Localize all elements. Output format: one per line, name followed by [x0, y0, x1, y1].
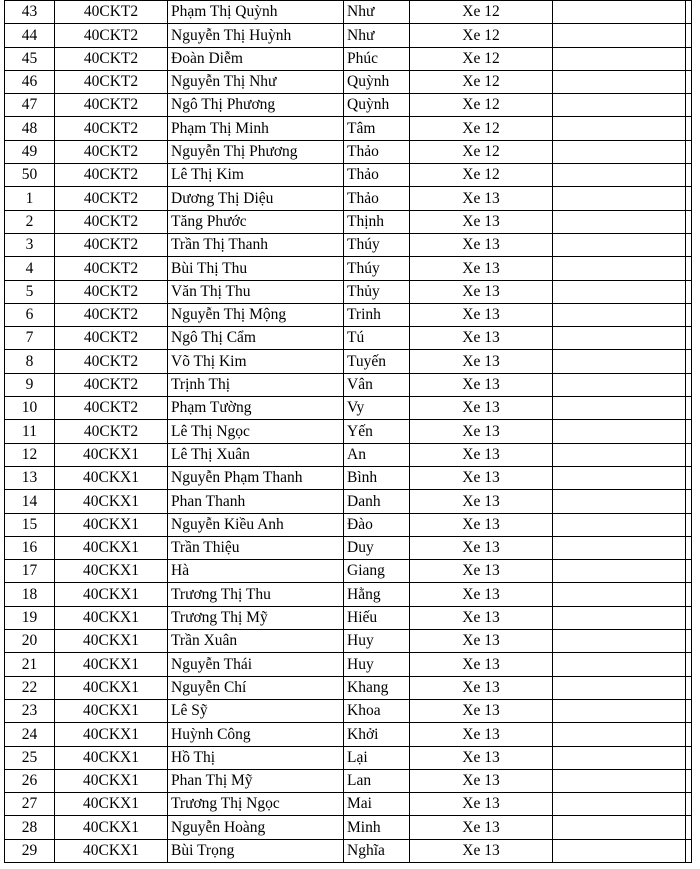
- edge-cell: [686, 513, 692, 536]
- bus-cell: Xe 13: [410, 350, 553, 373]
- table-row: [5, 816, 692, 839]
- bus-cell: Xe 13: [410, 327, 553, 350]
- edge-cell: [686, 140, 692, 163]
- table-row: [5, 327, 692, 350]
- class-code-cell: 40CKT2: [55, 210, 168, 233]
- class-code-cell: 40CKT2: [55, 117, 168, 140]
- stt-cell: 21: [5, 653, 55, 676]
- surname-cell: Văn Thị Thu: [168, 280, 344, 303]
- bus-cell: Xe 13: [410, 606, 553, 629]
- surname-cell: Bùi Trọng: [168, 839, 344, 862]
- given-name-cell: Hằng: [344, 583, 410, 606]
- table-row: [5, 606, 692, 629]
- table-row: [5, 233, 692, 256]
- given-name-cell: Thảo: [344, 164, 410, 187]
- class-code-cell: 40CKT2: [55, 397, 168, 420]
- given-name-cell: Thảo: [344, 187, 410, 210]
- given-name-cell: Khang: [344, 676, 410, 699]
- surname-cell: Phan Thị Mỹ: [168, 769, 344, 792]
- stt-cell: 43: [5, 1, 55, 24]
- surname-cell: Nguyễn Thị Phương: [168, 140, 344, 163]
- given-name-cell: Thúy: [344, 233, 410, 256]
- edge-cell: [686, 94, 692, 117]
- edge-cell: [686, 210, 692, 233]
- note-cell: [553, 303, 686, 326]
- edge-cell: [686, 70, 692, 93]
- table-row: [5, 536, 692, 559]
- given-name-cell: Như: [344, 24, 410, 47]
- surname-cell: Trịnh Thị: [168, 373, 344, 396]
- surname-cell: Trương Thị Ngọc: [168, 793, 344, 816]
- edge-cell: [686, 676, 692, 699]
- stt-cell: 8: [5, 350, 55, 373]
- note-cell: [553, 187, 686, 210]
- edge-cell: [686, 490, 692, 513]
- bus-cell: Xe 13: [410, 816, 553, 839]
- note-cell: [553, 769, 686, 792]
- bus-cell: Xe 13: [410, 536, 553, 559]
- stt-cell: 48: [5, 117, 55, 140]
- table-row: [5, 653, 692, 676]
- edge-cell: [686, 420, 692, 443]
- surname-cell: Nguyễn Chí: [168, 676, 344, 699]
- stt-cell: 45: [5, 47, 55, 70]
- edge-cell: [686, 816, 692, 839]
- stt-cell: 50: [5, 164, 55, 187]
- given-name-cell: Nghĩa: [344, 839, 410, 862]
- given-name-cell: Duy: [344, 536, 410, 559]
- class-code-cell: 40CKX1: [55, 839, 168, 862]
- edge-cell: [686, 350, 692, 373]
- edge-cell: [686, 536, 692, 559]
- edge-cell: [686, 303, 692, 326]
- surname-cell: Đoàn Diễm: [168, 47, 344, 70]
- class-code-cell: 40CKT2: [55, 47, 168, 70]
- bus-cell: Xe 13: [410, 723, 553, 746]
- class-code-cell: 40CKT2: [55, 1, 168, 24]
- note-cell: [553, 443, 686, 466]
- given-name-cell: Phúc: [344, 47, 410, 70]
- edge-cell: [686, 746, 692, 769]
- note-cell: [553, 70, 686, 93]
- class-code-cell: 40CKX1: [55, 583, 168, 606]
- bus-cell: Xe 13: [410, 466, 553, 489]
- given-name-cell: Tâm: [344, 117, 410, 140]
- stt-cell: 25: [5, 746, 55, 769]
- table-row: [5, 466, 692, 489]
- edge-cell: [686, 233, 692, 256]
- surname-cell: Nguyễn Thái: [168, 653, 344, 676]
- stt-cell: 23: [5, 699, 55, 722]
- note-cell: [553, 420, 686, 443]
- class-code-cell: 40CKX1: [55, 793, 168, 816]
- class-code-cell: 40CKX1: [55, 536, 168, 559]
- table-row: [5, 47, 692, 70]
- given-name-cell: Đào: [344, 513, 410, 536]
- table-row: [5, 210, 692, 233]
- given-name-cell: Như: [344, 1, 410, 24]
- table-row: [5, 513, 692, 536]
- table-row: [5, 280, 692, 303]
- edge-cell: [686, 560, 692, 583]
- edge-cell: [686, 630, 692, 653]
- note-cell: [553, 536, 686, 559]
- stt-cell: 1: [5, 187, 55, 210]
- class-code-cell: 40CKX1: [55, 606, 168, 629]
- stt-cell: 7: [5, 327, 55, 350]
- given-name-cell: An: [344, 443, 410, 466]
- table-row: [5, 630, 692, 653]
- stt-cell: 4: [5, 257, 55, 280]
- note-cell: [553, 140, 686, 163]
- table-row: [5, 397, 692, 420]
- class-code-cell: 40CKT2: [55, 303, 168, 326]
- surname-cell: Hà: [168, 560, 344, 583]
- bus-cell: Xe 13: [410, 373, 553, 396]
- stt-cell: 44: [5, 24, 55, 47]
- class-code-cell: 40CKX1: [55, 816, 168, 839]
- note-cell: [553, 397, 686, 420]
- stt-cell: 49: [5, 140, 55, 163]
- class-code-cell: 40CKT2: [55, 70, 168, 93]
- edge-cell: [686, 723, 692, 746]
- bus-cell: Xe 13: [410, 210, 553, 233]
- given-name-cell: Tuyến: [344, 350, 410, 373]
- note-cell: [553, 280, 686, 303]
- note-cell: [553, 47, 686, 70]
- edge-cell: [686, 443, 692, 466]
- bus-cell: Xe 12: [410, 24, 553, 47]
- class-code-cell: 40CKX1: [55, 466, 168, 489]
- class-code-cell: 40CKT2: [55, 164, 168, 187]
- surname-cell: Lê Thị Xuân: [168, 443, 344, 466]
- edge-cell: [686, 187, 692, 210]
- surname-cell: Lê Sỹ: [168, 699, 344, 722]
- edge-cell: [686, 117, 692, 140]
- given-name-cell: Yến: [344, 420, 410, 443]
- edge-cell: [686, 606, 692, 629]
- class-code-cell: 40CKT2: [55, 187, 168, 210]
- class-code-cell: 40CKT2: [55, 373, 168, 396]
- stt-cell: 19: [5, 606, 55, 629]
- stt-cell: 13: [5, 466, 55, 489]
- bus-cell: Xe 12: [410, 140, 553, 163]
- given-name-cell: Vy: [344, 397, 410, 420]
- surname-cell: Ngô Thị Phương: [168, 94, 344, 117]
- stt-cell: 14: [5, 490, 55, 513]
- class-code-cell: 40CKX1: [55, 676, 168, 699]
- note-cell: [553, 513, 686, 536]
- table-row: [5, 583, 692, 606]
- note-cell: [553, 164, 686, 187]
- stt-cell: 26: [5, 769, 55, 792]
- bus-cell: Xe 13: [410, 769, 553, 792]
- bus-cell: Xe 13: [410, 513, 553, 536]
- surname-cell: Nguyễn Thị Huỳnh: [168, 24, 344, 47]
- bus-cell: Xe 12: [410, 70, 553, 93]
- stt-cell: 11: [5, 420, 55, 443]
- surname-cell: Tăng Phước: [168, 210, 344, 233]
- class-code-cell: 40CKX1: [55, 513, 168, 536]
- bus-cell: Xe 13: [410, 443, 553, 466]
- edge-cell: [686, 327, 692, 350]
- surname-cell: Trương Thị Thu: [168, 583, 344, 606]
- note-cell: [553, 699, 686, 722]
- given-name-cell: Mai: [344, 793, 410, 816]
- bus-cell: Xe 13: [410, 303, 553, 326]
- given-name-cell: Quỳnh: [344, 70, 410, 93]
- note-cell: [553, 1, 686, 24]
- table-row: [5, 350, 692, 373]
- given-name-cell: Lại: [344, 746, 410, 769]
- given-name-cell: Minh: [344, 816, 410, 839]
- note-cell: [553, 606, 686, 629]
- given-name-cell: Huy: [344, 630, 410, 653]
- stt-cell: 6: [5, 303, 55, 326]
- class-code-cell: 40CKX1: [55, 490, 168, 513]
- note-cell: [553, 257, 686, 280]
- table-row: [5, 187, 692, 210]
- bus-cell: Xe 13: [410, 746, 553, 769]
- class-code-cell: 40CKT2: [55, 94, 168, 117]
- bus-cell: Xe 13: [410, 583, 553, 606]
- given-name-cell: Thảo: [344, 140, 410, 163]
- bus-cell: Xe 13: [410, 257, 553, 280]
- table-row: [5, 24, 692, 47]
- class-code-cell: 40CKT2: [55, 24, 168, 47]
- note-cell: [553, 583, 686, 606]
- note-cell: [553, 24, 686, 47]
- bus-cell: Xe 13: [410, 676, 553, 699]
- given-name-cell: Thủy: [344, 280, 410, 303]
- bus-cell: Xe 13: [410, 839, 553, 862]
- table-row: [5, 140, 692, 163]
- class-code-cell: 40CKT2: [55, 233, 168, 256]
- class-code-cell: 40CKX1: [55, 699, 168, 722]
- note-cell: [553, 233, 686, 256]
- note-cell: [553, 490, 686, 513]
- table-row: [5, 303, 692, 326]
- bus-cell: Xe 12: [410, 94, 553, 117]
- surname-cell: Dương Thị Diệu: [168, 187, 344, 210]
- surname-cell: Lê Thị Ngọc: [168, 420, 344, 443]
- edge-cell: [686, 769, 692, 792]
- given-name-cell: Hiếu: [344, 606, 410, 629]
- stt-cell: 20: [5, 630, 55, 653]
- class-code-cell: 40CKT2: [55, 280, 168, 303]
- bus-cell: Xe 13: [410, 630, 553, 653]
- note-cell: [553, 373, 686, 396]
- given-name-cell: Lan: [344, 769, 410, 792]
- surname-cell: Phạm Thị Minh: [168, 117, 344, 140]
- bus-cell: Xe 13: [410, 420, 553, 443]
- surname-cell: Nguyễn Thị Mộng: [168, 303, 344, 326]
- given-name-cell: Thúy: [344, 257, 410, 280]
- stt-cell: 17: [5, 560, 55, 583]
- surname-cell: Võ Thị Kim: [168, 350, 344, 373]
- table-row: [5, 257, 692, 280]
- stt-cell: 46: [5, 70, 55, 93]
- stt-cell: 9: [5, 373, 55, 396]
- surname-cell: Trần Thiệu: [168, 536, 344, 559]
- surname-cell: Nguyễn Hoàng: [168, 816, 344, 839]
- table-row: [5, 373, 692, 396]
- table-row: [5, 1, 692, 24]
- edge-cell: [686, 1, 692, 24]
- class-code-cell: 40CKX1: [55, 746, 168, 769]
- surname-cell: Trần Xuân: [168, 630, 344, 653]
- edge-cell: [686, 280, 692, 303]
- table-row: [5, 723, 692, 746]
- note-cell: [553, 676, 686, 699]
- note-cell: [553, 117, 686, 140]
- edge-cell: [686, 373, 692, 396]
- class-code-cell: 40CKX1: [55, 769, 168, 792]
- bus-cell: Xe 13: [410, 699, 553, 722]
- note-cell: [553, 210, 686, 233]
- bus-cell: Xe 13: [410, 233, 553, 256]
- note-cell: [553, 630, 686, 653]
- table-row: [5, 443, 692, 466]
- surname-cell: Nguyễn Kiều Anh: [168, 513, 344, 536]
- stt-cell: 22: [5, 676, 55, 699]
- edge-cell: [686, 583, 692, 606]
- note-cell: [553, 723, 686, 746]
- table-row: [5, 94, 692, 117]
- class-code-cell: 40CKT2: [55, 350, 168, 373]
- edge-cell: [686, 164, 692, 187]
- surname-cell: Trần Thị Thanh: [168, 233, 344, 256]
- table-row: [5, 560, 692, 583]
- stt-cell: 12: [5, 443, 55, 466]
- surname-cell: Nguyễn Thị Như: [168, 70, 344, 93]
- given-name-cell: Khoa: [344, 699, 410, 722]
- given-name-cell: Khởi: [344, 723, 410, 746]
- table-body: [5, 0, 692, 862]
- edge-cell: [686, 699, 692, 722]
- edge-cell: [686, 466, 692, 489]
- class-code-cell: 40CKX1: [55, 443, 168, 466]
- stt-cell: 47: [5, 94, 55, 117]
- surname-cell: Phạm Tường: [168, 397, 344, 420]
- bus-cell: Xe 13: [410, 280, 553, 303]
- stt-cell: 28: [5, 816, 55, 839]
- class-code-cell: 40CKX1: [55, 653, 168, 676]
- stt-cell: 3: [5, 233, 55, 256]
- bus-cell: Xe 12: [410, 47, 553, 70]
- stt-cell: 24: [5, 723, 55, 746]
- note-cell: [553, 560, 686, 583]
- surname-cell: Huỳnh Công: [168, 723, 344, 746]
- note-cell: [553, 466, 686, 489]
- surname-cell: Bùi Thị Thu: [168, 257, 344, 280]
- bus-cell: Xe 13: [410, 560, 553, 583]
- given-name-cell: Trinh: [344, 303, 410, 326]
- given-name-cell: Quỳnh: [344, 94, 410, 117]
- surname-cell: Phan Thanh: [168, 490, 344, 513]
- table-row: [5, 70, 692, 93]
- stt-cell: 10: [5, 397, 55, 420]
- given-name-cell: Tú: [344, 327, 410, 350]
- surname-cell: Ngô Thị Cẩm: [168, 327, 344, 350]
- class-code-cell: 40CKT2: [55, 420, 168, 443]
- bus-cell: Xe 13: [410, 793, 553, 816]
- class-code-cell: 40CKT2: [55, 257, 168, 280]
- given-name-cell: Giang: [344, 560, 410, 583]
- table-row: [5, 769, 692, 792]
- class-code-cell: 40CKX1: [55, 630, 168, 653]
- class-code-cell: 40CKT2: [55, 327, 168, 350]
- table-row: [5, 490, 692, 513]
- given-name-cell: Vân: [344, 373, 410, 396]
- stt-cell: 15: [5, 513, 55, 536]
- bus-cell: Xe 12: [410, 164, 553, 187]
- edge-cell: [686, 47, 692, 70]
- note-cell: [553, 746, 686, 769]
- given-name-cell: Thịnh: [344, 210, 410, 233]
- class-code-cell: 40CKX1: [55, 560, 168, 583]
- table-row: [5, 699, 692, 722]
- stt-cell: 16: [5, 536, 55, 559]
- bus-cell: Xe 13: [410, 490, 553, 513]
- surname-cell: Phạm Thị Quỳnh: [168, 1, 344, 24]
- surname-cell: Nguyễn Phạm Thanh: [168, 466, 344, 489]
- table-row: [5, 420, 692, 443]
- stt-cell: 2: [5, 210, 55, 233]
- stt-cell: 18: [5, 583, 55, 606]
- note-cell: [553, 793, 686, 816]
- table-row: [5, 839, 692, 862]
- bus-cell: Xe 12: [410, 1, 553, 24]
- note-cell: [553, 94, 686, 117]
- stt-cell: 27: [5, 793, 55, 816]
- bus-cell: Xe 13: [410, 187, 553, 210]
- stt-cell: 29: [5, 839, 55, 862]
- student-bus-table: [4, 0, 692, 863]
- bus-cell: Xe 13: [410, 653, 553, 676]
- given-name-cell: Bình: [344, 466, 410, 489]
- class-code-cell: 40CKX1: [55, 723, 168, 746]
- given-name-cell: Huy: [344, 653, 410, 676]
- given-name-cell: Danh: [344, 490, 410, 513]
- edge-cell: [686, 653, 692, 676]
- bus-cell: Xe 12: [410, 117, 553, 140]
- table-row: [5, 793, 692, 816]
- note-cell: [553, 839, 686, 862]
- surname-cell: Trương Thị Mỹ: [168, 606, 344, 629]
- edge-cell: [686, 397, 692, 420]
- class-code-cell: 40CKT2: [55, 140, 168, 163]
- surname-cell: Hồ Thị: [168, 746, 344, 769]
- table-row: [5, 117, 692, 140]
- surname-cell: Lê Thị Kim: [168, 164, 344, 187]
- table-row: [5, 746, 692, 769]
- note-cell: [553, 816, 686, 839]
- edge-cell: [686, 839, 692, 862]
- note-cell: [553, 653, 686, 676]
- note-cell: [553, 327, 686, 350]
- edge-cell: [686, 24, 692, 47]
- edge-cell: [686, 793, 692, 816]
- bus-cell: Xe 13: [410, 397, 553, 420]
- table-row: [5, 676, 692, 699]
- note-cell: [553, 350, 686, 373]
- edge-cell: [686, 257, 692, 280]
- stt-cell: 5: [5, 280, 55, 303]
- table-row: [5, 164, 692, 187]
